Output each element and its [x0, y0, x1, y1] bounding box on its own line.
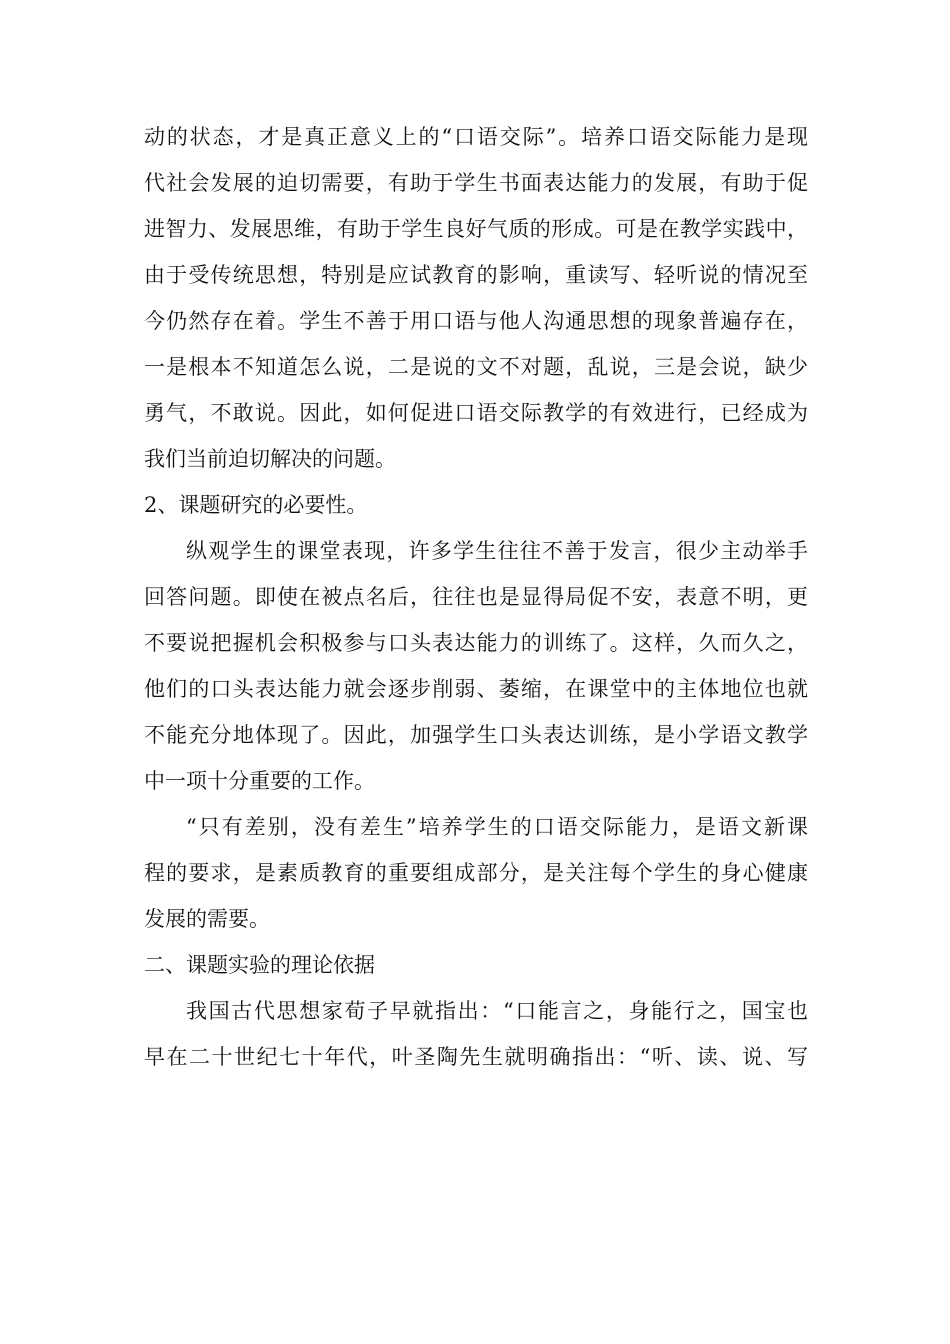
paragraph-line: 一是根本不知道怎么说，二是说的文不对题，乱说，三是会说，缺少 — [144, 355, 808, 379]
section-heading: 二、课题实验的理论依据 — [144, 953, 375, 977]
paragraph-line: 由于受传统思想，特别是应试教育的影响，重读写、轻听说的情况至 — [144, 263, 808, 287]
paragraph-line: 中一项十分重要的工作。 — [144, 769, 375, 793]
paragraph-line: 我国古代思想家荀子早就指出：“口能言之，身能行之，国宝也 — [186, 999, 808, 1023]
document-body — [144, 114, 808, 1080]
paragraph-line: 发展的需要。 — [144, 907, 270, 931]
paragraph-line: 早在二十世纪七十年代，叶圣陶先生就明确指出：“听、读、说、写 — [144, 1045, 808, 1069]
paragraph-line: 不要说把握机会积极参与口头表达能力的训练了。这样，久而久之， — [144, 631, 808, 655]
paragraph-line: 代社会发展的迫切需要，有助于学生书面表达能力的发展，有助于促 — [144, 171, 808, 195]
paragraph-line: 不能充分地体现了。因此，加强学生口头表达训练，是小学语文教学 — [144, 723, 808, 747]
paragraph-line: 他们的口头表达能力就会逐步削弱、萎缩，在课堂中的主体地位也就 — [144, 677, 808, 701]
paragraph-line: 进智力、发展思维，有助于学生良好气质的形成。可是在教学实践中， — [144, 217, 808, 241]
section-heading: 2、课题研究的必要性。 — [144, 493, 368, 517]
paragraph-line: “只有差别，没有差生”培养学生的口语交际能力，是语文新课 — [186, 815, 808, 839]
paragraph-line: 我们当前迫切解决的问题。 — [144, 447, 396, 471]
paragraph-line: 动的状态，才是真正意义上的“口语交际”。培养口语交际能力是现 — [144, 125, 808, 149]
paragraph-line: 今仍然存在着。学生不善于用口语与他人沟通思想的现象普遍存在， — [144, 309, 808, 333]
paragraph-line: 纵观学生的课堂表现，许多学生往往不善于发言，很少主动举手 — [186, 539, 808, 563]
paragraph-line: 回答问题。即使在被点名后，往往也是显得局促不安，表意不明，更 — [144, 585, 808, 609]
paragraph-line: 勇气，不敢说。因此，如何促进口语交际教学的有效进行，已经成为 — [144, 401, 808, 425]
paragraph-line: 程的要求，是素质教育的重要组成部分，是关注每个学生的身心健康 — [144, 861, 808, 885]
